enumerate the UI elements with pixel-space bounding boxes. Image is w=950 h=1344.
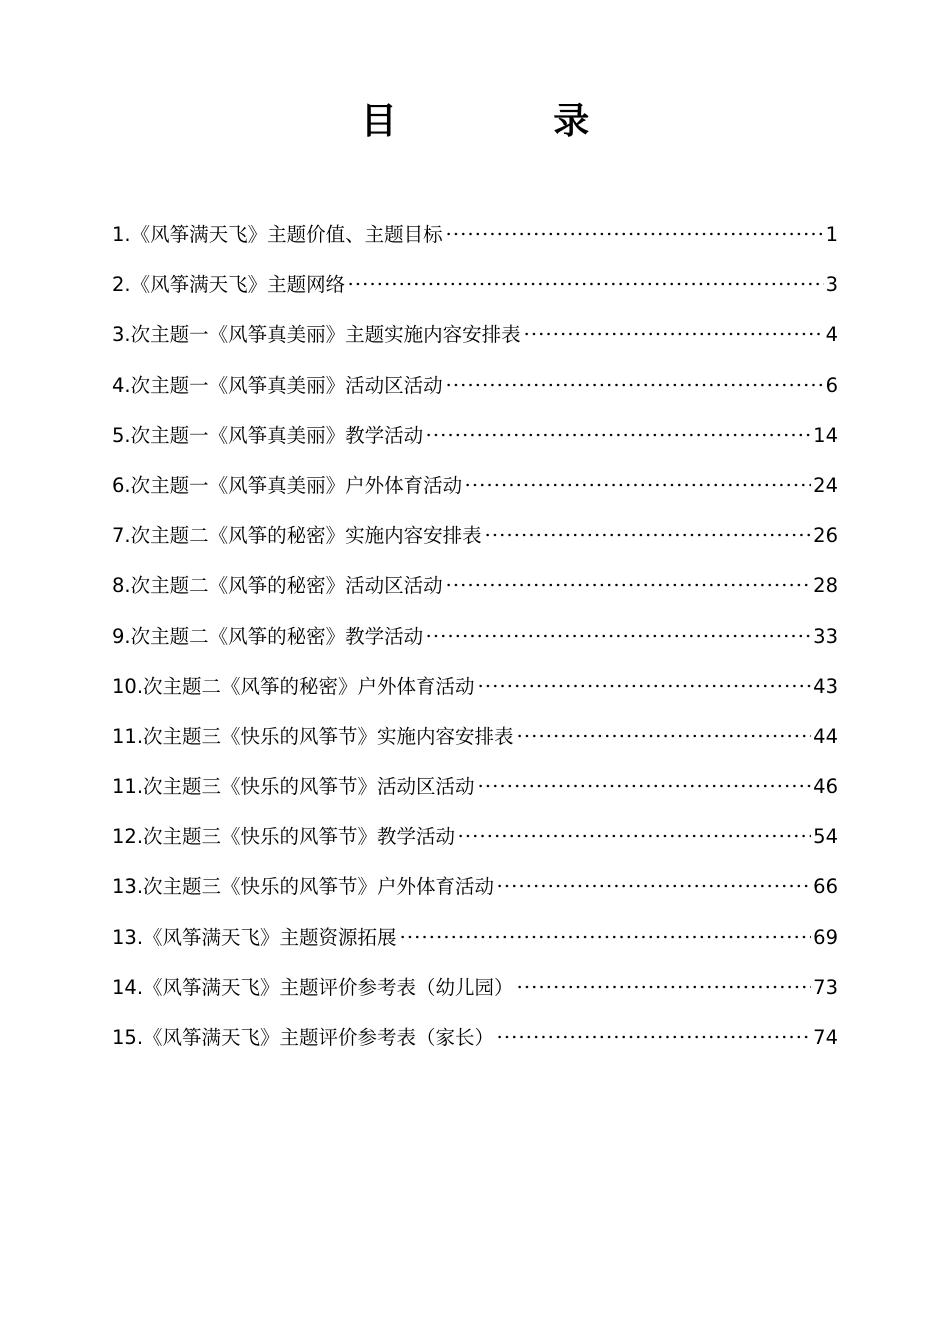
toc-entry[interactable] bbox=[112, 361, 838, 411]
toc-entry[interactable] bbox=[112, 411, 838, 461]
toc-page-number: 46 bbox=[813, 775, 838, 799]
toc-entry[interactable] bbox=[112, 812, 838, 862]
toc-entry[interactable] bbox=[112, 963, 838, 1013]
toc-entry[interactable] bbox=[112, 612, 838, 662]
toc-entry-title: 6.次主题一《风筝真美丽》户外体育活动 bbox=[112, 473, 463, 497]
toc-page-number: 6 bbox=[825, 373, 838, 397]
toc-entry-title: 13.次主题三《快乐的风筝节》户外体育活动 bbox=[112, 875, 495, 899]
toc-dot-leader bbox=[464, 483, 811, 487]
toc-entry-title: 13.《风筝满天飞》主题资源拓展 bbox=[112, 925, 397, 949]
toc-entry[interactable] bbox=[112, 511, 838, 561]
toc-dot-leader bbox=[425, 433, 811, 437]
toc-entry[interactable] bbox=[112, 862, 838, 912]
toc-page-number: 44 bbox=[813, 724, 838, 748]
toc-entry[interactable] bbox=[112, 210, 838, 260]
table-of-contents bbox=[112, 210, 838, 1063]
toc-dot-leader bbox=[496, 884, 811, 888]
toc-entry[interactable] bbox=[112, 712, 838, 762]
toc-entry-title: 12.次主题三《快乐的风筝节》教学活动 bbox=[112, 825, 456, 849]
toc-dot-leader bbox=[516, 985, 812, 989]
toc-dot-leader bbox=[496, 1035, 811, 1039]
toc-entry[interactable] bbox=[112, 461, 838, 511]
toc-entry-title: 10.次主题二《风筝的秘密》户外体育活动 bbox=[112, 674, 475, 698]
toc-dot-leader bbox=[445, 583, 812, 587]
toc-dot-leader bbox=[477, 784, 812, 788]
toc-entry-title: 5.次主题一《风筝真美丽》教学活动 bbox=[112, 423, 424, 447]
toc-dot-leader bbox=[445, 383, 824, 387]
toc-page-number: 73 bbox=[813, 975, 838, 999]
toc-entry-title: 14.《风筝满天飞》主题评价参考表（幼儿园） bbox=[112, 975, 514, 999]
toc-page-number: 54 bbox=[813, 825, 838, 849]
toc-dot-leader bbox=[445, 232, 824, 236]
toc-entry[interactable] bbox=[112, 260, 838, 310]
toc-page-number: 14 bbox=[813, 423, 838, 447]
toc-dot-leader bbox=[477, 684, 812, 688]
toc-entry[interactable] bbox=[112, 1013, 838, 1063]
toc-entry-title: 8.次主题二《风筝的秘密》活动区活动 bbox=[112, 574, 443, 598]
toc-entry-title: 9.次主题二《风筝的秘密》教学活动 bbox=[112, 624, 424, 648]
toc-entry-title: 11.次主题三《快乐的风筝节》活动区活动 bbox=[112, 775, 475, 799]
toc-entry-title: 15.《风筝满天飞》主题评价参考表（家长） bbox=[112, 1026, 495, 1049]
page-title: 目 录 bbox=[360, 101, 662, 142]
toc-entry-title: 3.次主题一《风筝真美丽》主题实施内容安排表 bbox=[112, 323, 521, 347]
toc-entry[interactable] bbox=[112, 561, 838, 611]
toc-page-number: 43 bbox=[813, 674, 838, 698]
toc-entry-title: 4.次主题一《风筝真美丽》活动区活动 bbox=[112, 373, 443, 397]
toc-page-number: 66 bbox=[813, 875, 838, 899]
toc-dot-leader bbox=[425, 634, 811, 638]
toc-page-number: 74 bbox=[813, 1026, 838, 1049]
toc-dot-leader bbox=[347, 282, 823, 286]
toc-page-number: 24 bbox=[813, 473, 838, 497]
toc-dot-leader bbox=[484, 533, 812, 537]
toc-page-number: 69 bbox=[813, 925, 838, 949]
toc-page-number: 1 bbox=[825, 223, 838, 246]
toc-dot-leader bbox=[399, 935, 812, 939]
toc-entry-title: 11.次主题三《快乐的风筝节》实施内容安排表 bbox=[112, 724, 514, 748]
toc-page-number: 28 bbox=[813, 574, 838, 598]
toc-page-number: 33 bbox=[813, 624, 838, 648]
toc-entry[interactable] bbox=[112, 310, 838, 360]
toc-page-number: 3 bbox=[825, 273, 838, 297]
toc-dot-leader bbox=[516, 734, 812, 738]
toc-dot-leader bbox=[457, 834, 811, 838]
toc-entry[interactable] bbox=[112, 762, 838, 812]
toc-entry[interactable] bbox=[112, 913, 838, 963]
toc-entry-title: 1.《风筝满天飞》主题价值、主题目标 bbox=[112, 223, 443, 246]
toc-entry-title: 7.次主题二《风筝的秘密》实施内容安排表 bbox=[112, 524, 482, 548]
toc-entry-title: 2.《风筝满天飞》主题网络 bbox=[112, 273, 346, 297]
toc-page-number: 4 bbox=[825, 323, 838, 347]
toc-dot-leader bbox=[523, 332, 824, 336]
toc-page-number: 26 bbox=[813, 524, 838, 548]
toc-entry[interactable] bbox=[112, 662, 838, 712]
